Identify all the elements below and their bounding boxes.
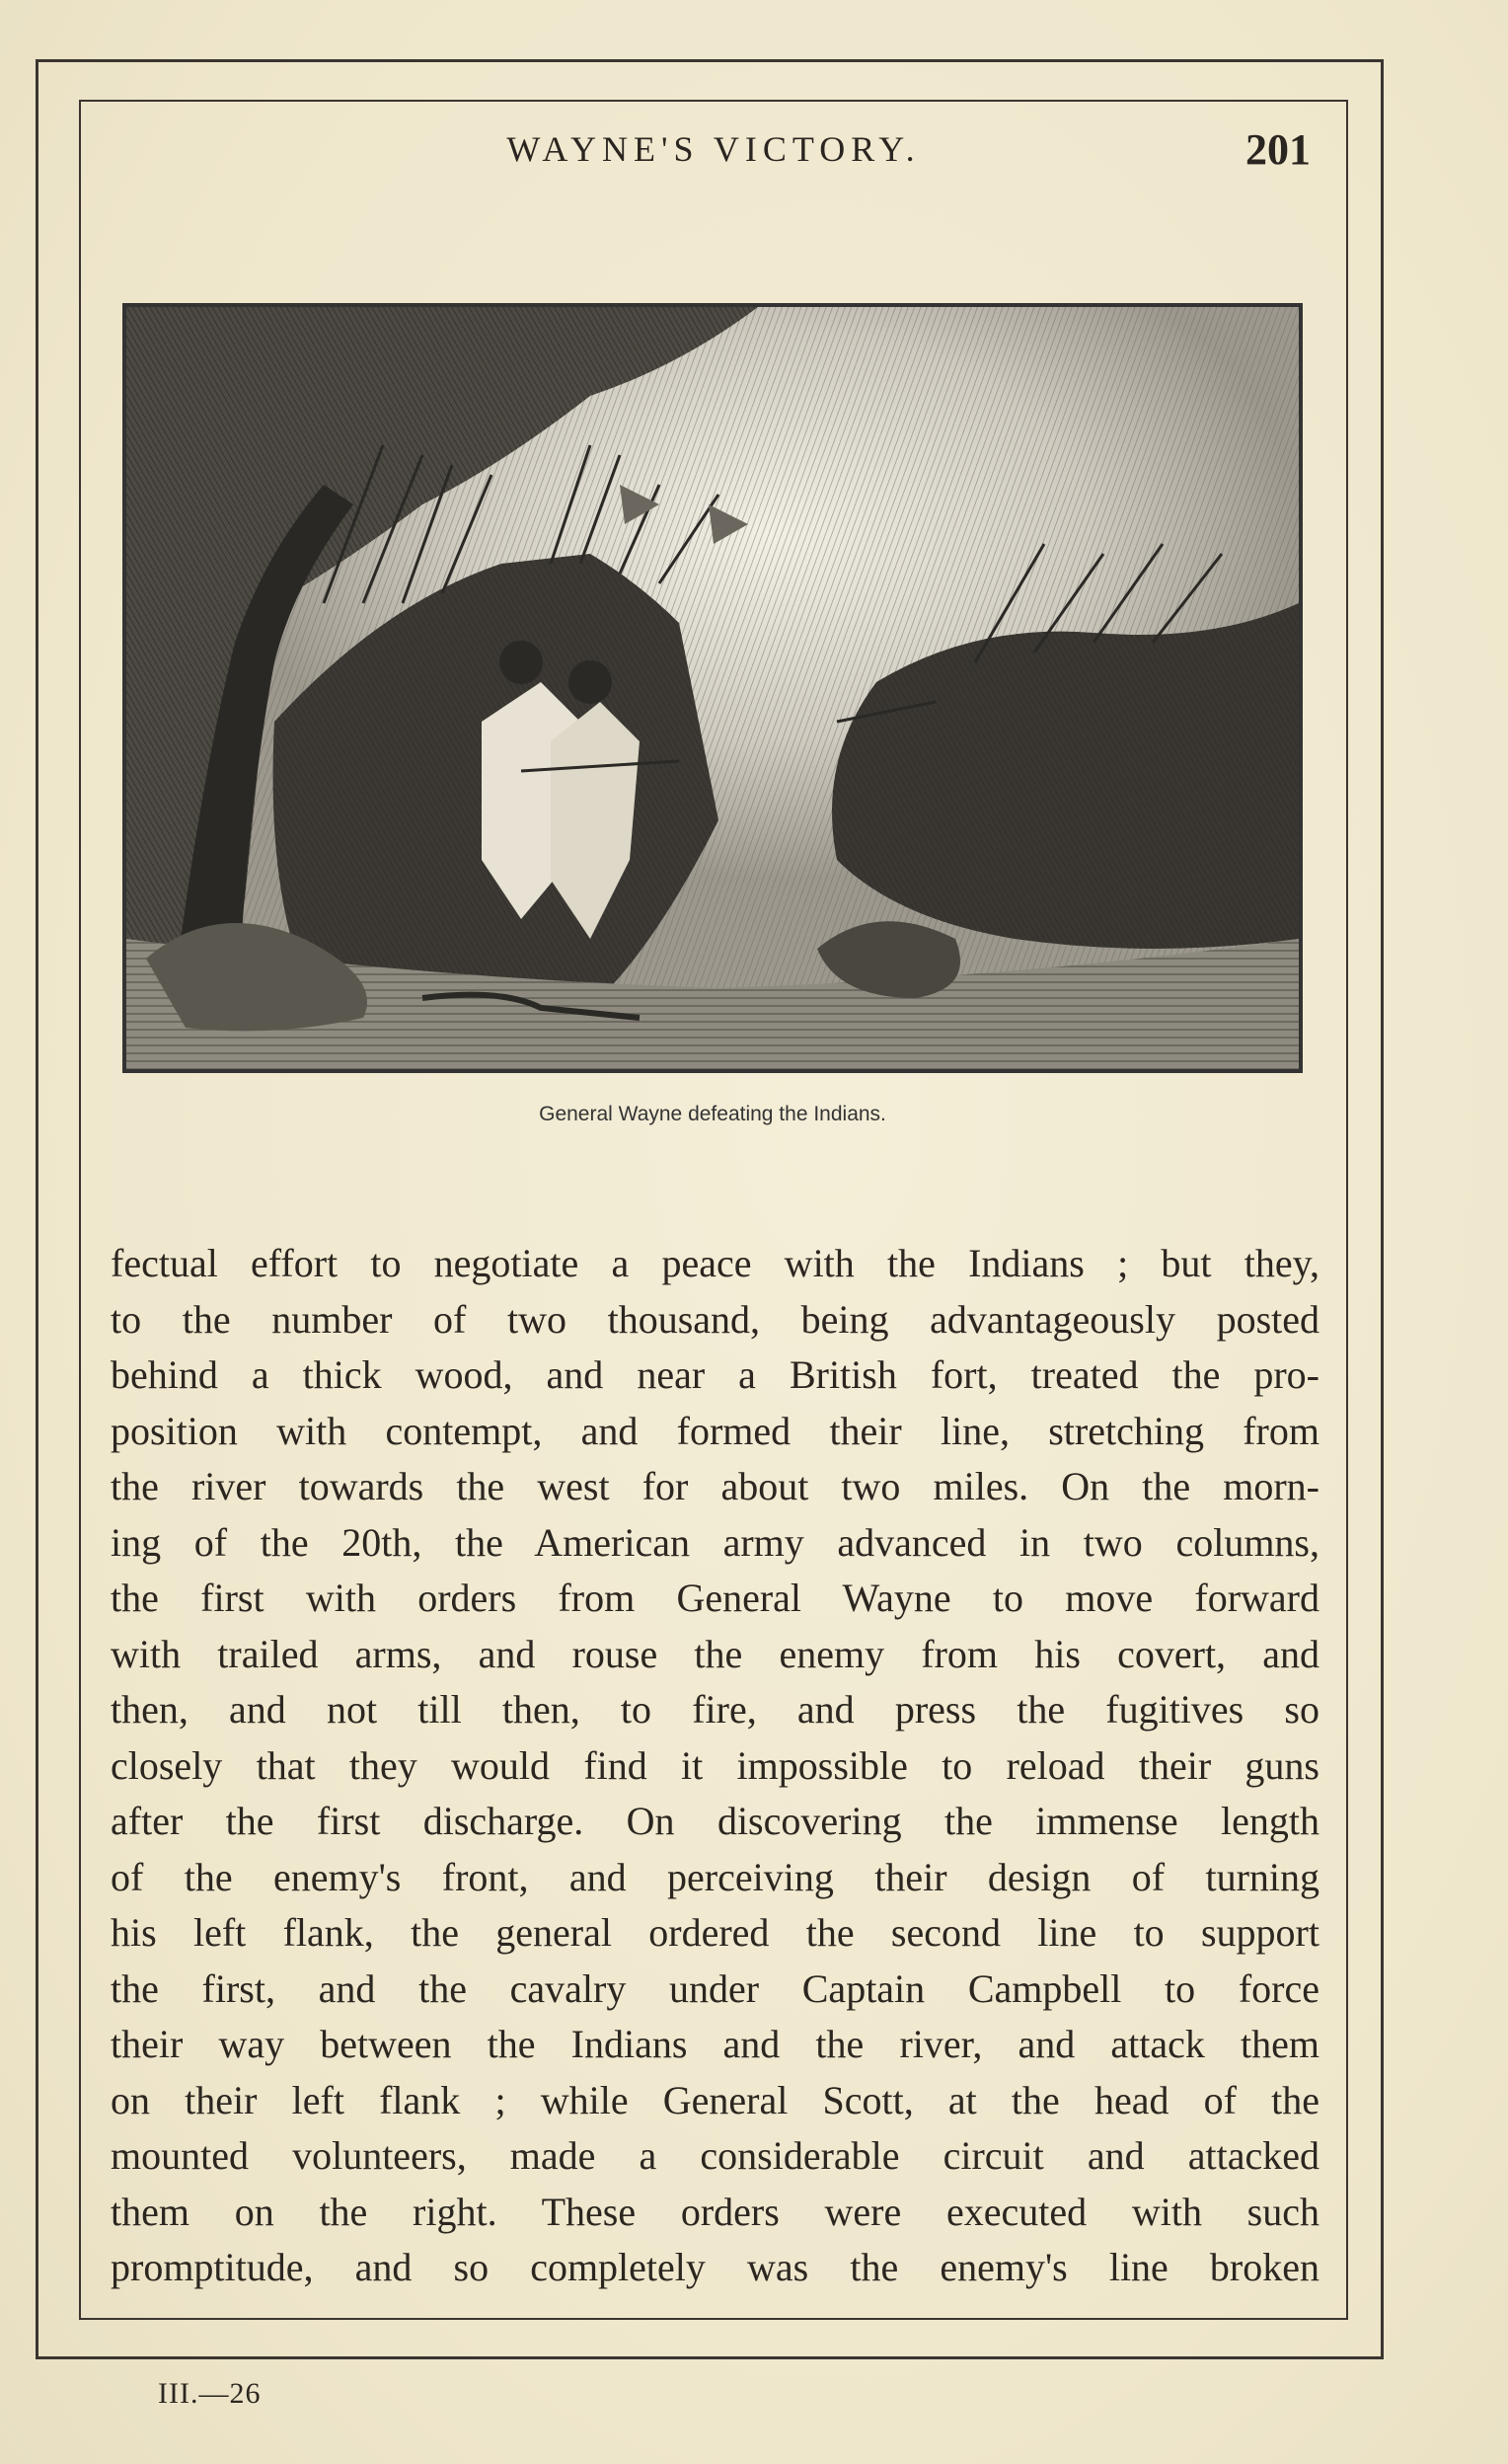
signature-mark: III.—26 [158,2377,262,2410]
running-head [79,124,1348,184]
text-line: of the enemy's front, and perceiving their design of turning [111,1854,1320,1899]
text-line: closely that they would find it impossible to reload their guns [111,1742,1320,1788]
text-line: after the first discharge. On discovering the immense length [111,1799,1320,1843]
running-title: WAYNE'S VICTORY. [506,129,921,169]
text-line: the first with orders from General Wayne to move forward [111,1576,1320,1620]
battle-engraving [122,303,1303,1073]
text-line: on their left flank ; while General Scott, at the head of the [111,2077,1320,2122]
text-line: them on the right. These orders were executed with such [111,2189,1320,2234]
text-line: position with contempt, and formed their line, stretching from [111,1408,1320,1453]
body-text [111,1236,1320,2296]
text-line: with trailed arms, and rouse the enemy from his covert, and [111,1631,1320,1676]
text-line: promptitude, and so completely was the enemy's line broken [111,2245,1320,2289]
text-line: to the number of two thousand, being advantageously posted [111,1296,1320,1342]
page-number: 201 [1245,125,1311,174]
text-line: then, and not till then, to fire, and press the fugitives so [111,1687,1320,1732]
text-line: their way between the Indians and the river, and attack them [111,2022,1320,2066]
text-line: behind a thick wood, and near a British fort, treated the pro- [111,1352,1320,1397]
engraving-art [126,307,1299,1069]
text-line: mounted volunteers, made a considerable circuit and attacked [111,2133,1320,2178]
text-line: fectual effort to negotiate a peace with the Indians ; but they, [111,1241,1320,1285]
text-line: his left flank, the general ordered the second line to support [111,1910,1320,1955]
illustration-caption: General Wayne defeating the Indians. [539,1103,886,1125]
text-line: ing of the 20th, the American army advanced in two columns, [111,1519,1320,1565]
text-line: the first, and the cavalry under Captain Campbell to force [111,1965,1320,2011]
text-line: the river towards the west for about two miles. On the morn- [111,1464,1320,1508]
